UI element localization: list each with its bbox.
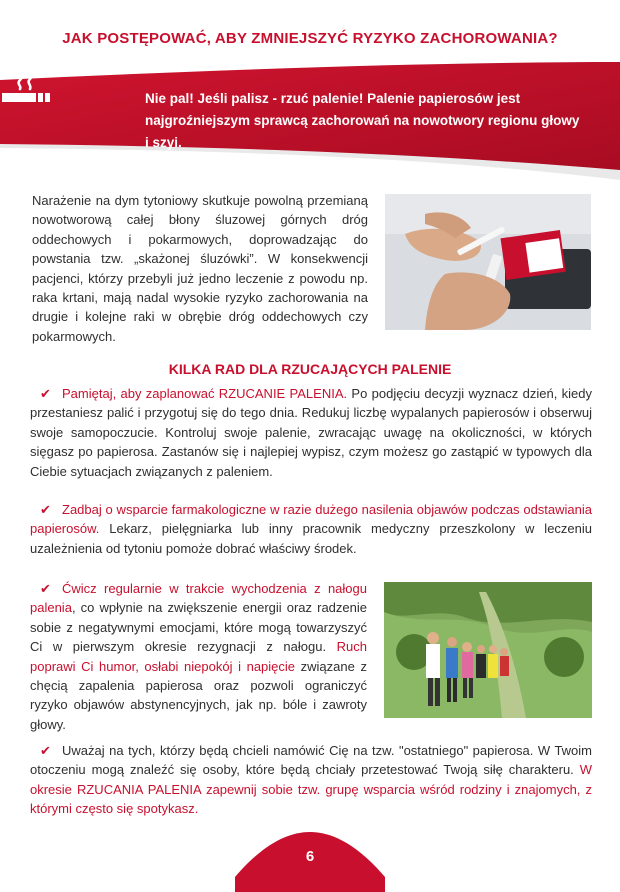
tip-highlight: Ćwicz regularnie w trakcie wychodzenia z nałogu palenia <box>30 581 367 616</box>
tip-text: Lekarz, pielęgniarka lub inny pracownik medyczny przeszkolony w leczeniu uzależnienia od tytoniu pomoże dobrać właściwy środek. <box>30 521 592 556</box>
tip-beware-last-cigarette <box>30 741 592 819</box>
tip-text-2: związane z chęcią zapalenia papierosa oraz pozwoli ograniczyć ryzyko objawów abstynencyjnych, jak np. bóle i zawroty głowy. <box>30 658 367 732</box>
hiking-photo <box>384 582 592 718</box>
page-number: 6 <box>305 848 315 865</box>
checkmark-icon: ✔ <box>40 502 51 517</box>
tip-text: Po podjęciu decyzji wyznacz dzień, kiedy przestaniesz palić i przygotuj się do tego dnia. Redukuj liczbę wypalanych papierosów i obserwuj swoje samopoczucie. Kontroluj swoje palenie, zwracając uwagę na okoliczności, w których sięgasz po papierosa. Zastanów się i najlepiej wypisz, czym możesz go zastąpić w typowych dla Ciebie sytuacjach związanych z paleniem. <box>30 386 592 479</box>
tips-heading: KILKA RAD DLA RZUCAJĄCYCH PALENIE <box>168 361 452 377</box>
checkmark-icon: ✔ <box>40 386 51 401</box>
tip-pharmacological-support <box>30 500 592 558</box>
tip-exercise <box>30 579 367 734</box>
tip-highlight: Pamiętaj, aby zaplanować RZUCANIE PALENIA. <box>62 386 348 401</box>
intro-paragraph: Narażenie na dym tytoniowy skutkuje powolną przemianą nowotworową całej błony śluzowej górnych dróg oddechowych i pokarmowych, doprowadzając do powstania tzw. „skażonej śluzówki”. W konsekwencji pacjenci, którzy przebyli już jedno leczenie z powodu np. raka krtani, mają nadal wysokie ryzyko zachorowania na drugie i kolejne raki w obrębie dróg oddechowych czy pokarmowych. <box>32 193 368 344</box>
tip-highlight: W okresie RZUCANIA PALENIA zapewnij sobie tzw. grupę wsparcia wśród rodziny i znajomych, z którymi często się spotykasz. <box>30 762 592 817</box>
tip-text: Uważaj na tych, którzy będą chcieli namówić Cię na tzw. "ostatniego" papierosa. W Twoim otoczeniu mogą znaleźć się osoby, które będą chciały przetestować Twoją siłę charakteru. <box>30 743 592 778</box>
no-smoking-cigarette-icon <box>0 62 52 108</box>
tip-text: , co wpłynie na zwiększenie energii oraz radzenie sobie z negatywnymi emocjami, które mogą towarzyszyć Ci w pierwszym okresie rezygnacji z nałogu. <box>30 600 367 655</box>
warning-banner <box>0 62 620 180</box>
banner-text: Nie pal! Jeśli palisz - rzuć palenie! Palenie papierosów jest najgroźniejszym sprawcą zachorowań na nowotwory regionu głowy i szyi. <box>145 91 580 150</box>
checkmark-icon: ✔ <box>40 581 51 596</box>
page-title: JAK POSTĘPOWAĆ, ABY ZMNIEJSZYĆ RYZYKO ZACHOROWANIA? <box>62 30 558 47</box>
tip-highlight: Zadbaj o wsparcie farmakologiczne w razie dużego nasilenia objawów podczas odstawiania papierosów. <box>30 502 592 537</box>
tip-plan-quitting <box>30 384 592 481</box>
checkmark-icon: ✔ <box>40 743 51 758</box>
tip-highlight-2: Ruch poprawi Ci humor, osłabi niepokój i napięcie <box>30 639 367 674</box>
cigarette-photo <box>385 194 591 330</box>
